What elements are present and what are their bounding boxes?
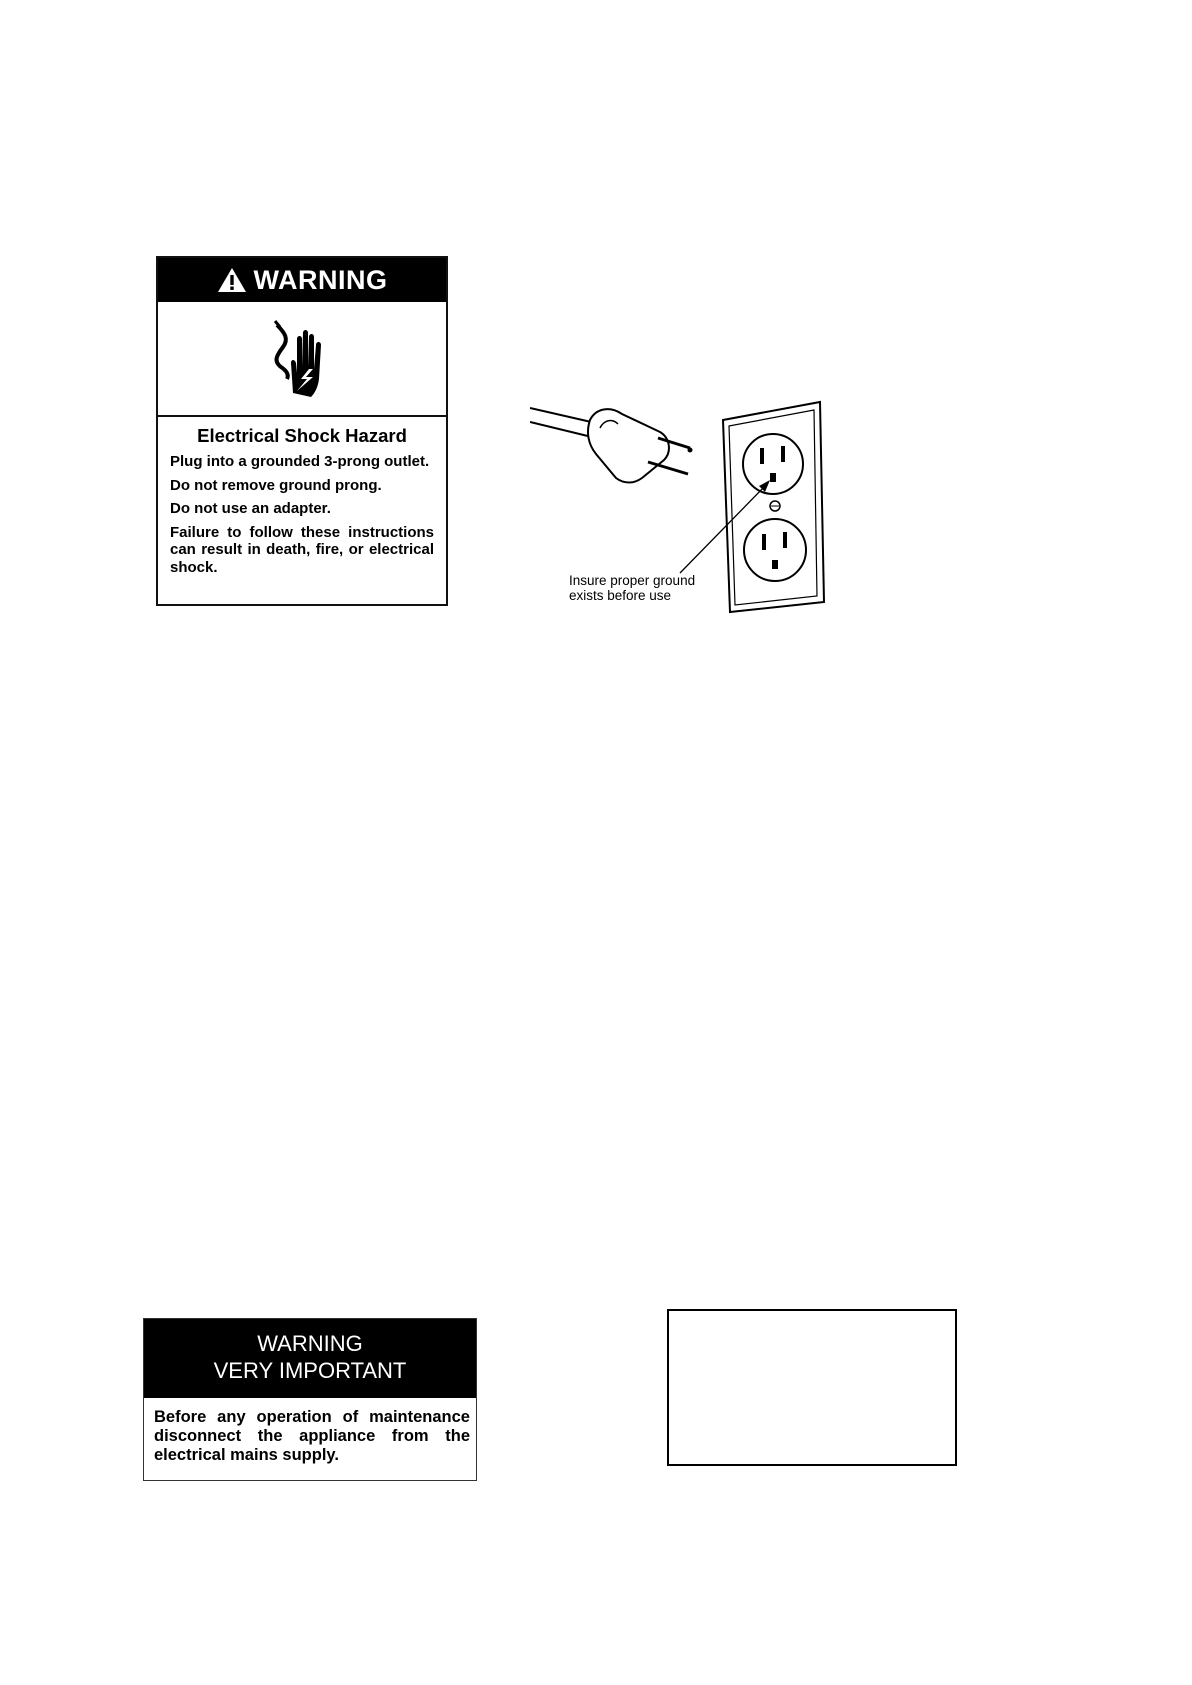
- hazard-title: Electrical Shock Hazard: [197, 425, 407, 446]
- warning-header: [158, 258, 446, 302]
- empty-placeholder-box: [667, 1309, 957, 1466]
- maintenance-warning-body: [144, 1398, 476, 1465]
- maintenance-warning-text: Before any operation of maintenance disconnect the appliance from the electrical mains supply.: [154, 1408, 470, 1464]
- warning-triangle-icon: [217, 267, 247, 293]
- maintenance-warning-header: [144, 1319, 476, 1398]
- warning-instructions: [158, 453, 446, 576]
- instruction-item: Failure to follow these instructions can result in death, fire, or electrical shock.: [170, 523, 434, 576]
- plug-icon: [530, 408, 693, 483]
- warning-header-line: VERY IMPORTANT: [213, 1358, 407, 1383]
- warning-header-line: WARNING: [257, 1331, 363, 1356]
- warning-header-text: WARNING: [253, 264, 388, 295]
- electrical-shock-warning-label: [156, 256, 448, 606]
- instruction-item: Plug into a grounded 3-prong outlet.: [170, 453, 430, 470]
- wall-outlet-icon: [723, 402, 824, 612]
- maintenance-warning-label: [143, 1318, 477, 1481]
- caption-line: exists before use: [569, 588, 672, 603]
- electrical-shock-hand-icon: [267, 317, 337, 401]
- instruction-item: Do not remove ground prong.: [170, 476, 382, 494]
- caption-line: Insure proper ground: [569, 573, 696, 588]
- ground-caption: [569, 573, 719, 603]
- hazard-icon-box: [158, 302, 446, 417]
- instruction-item: Do not use an adapter.: [170, 500, 331, 517]
